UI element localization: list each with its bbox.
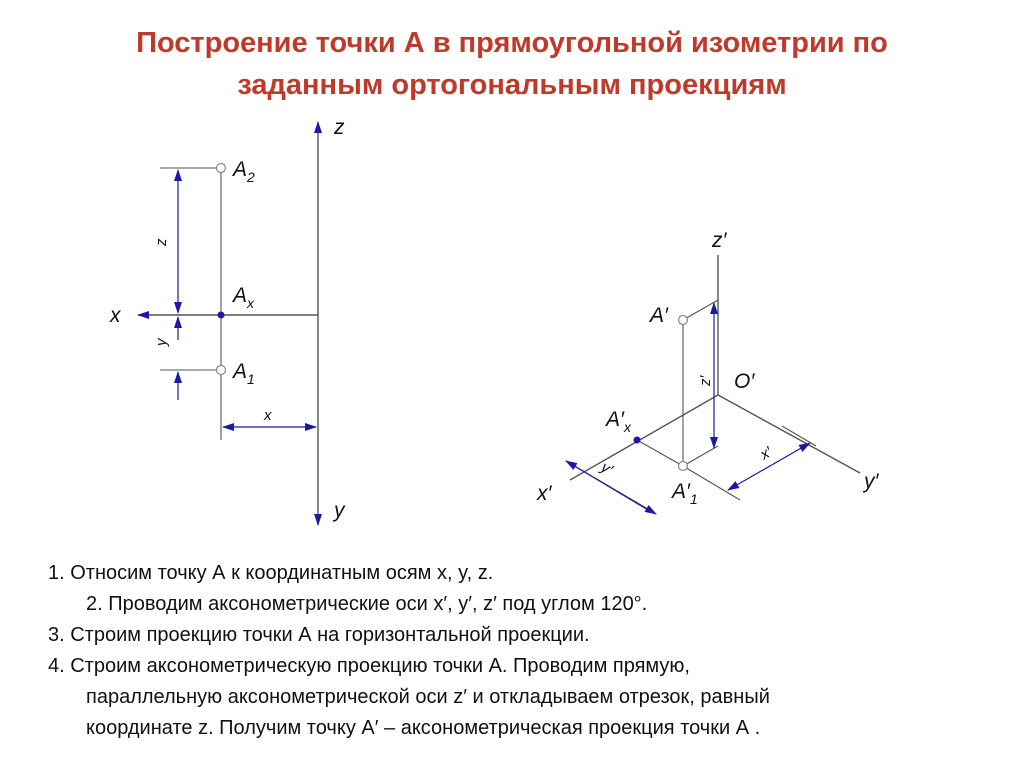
right-y-axis: [718, 395, 860, 473]
right-dim-y-label: y′: [598, 458, 616, 479]
right-axis-x-label: x′: [537, 482, 552, 505]
left-axis-x-label: x: [110, 304, 121, 327]
right-point-ax: [634, 437, 641, 444]
right-axis-z-label: z′: [712, 229, 727, 252]
left-point-a1: [217, 366, 226, 375]
right-point-a-label: A′: [650, 304, 668, 327]
left-point-a2: [217, 164, 226, 173]
step-3: 3. Строим проекцию точки А на горизонтальной проекции.: [48, 624, 590, 646]
left-axis-z-label: z: [334, 116, 345, 139]
right-point-a1: [679, 462, 688, 471]
steps-list: [48, 558, 988, 744]
right-isometric-diagram: [536, 229, 880, 514]
right-axis-y-label: y′: [864, 470, 879, 493]
step-4-conclusion: координате z. Получим точку А′ – аксонометрическая проекция точки А .: [86, 717, 761, 739]
right-a-top-extension: [683, 300, 718, 320]
right-point-a1-label: $A'_1$: [672, 480, 698, 507]
left-dim-x-label: x: [264, 407, 272, 424]
left-point-ax-label: $A_x$: [233, 284, 255, 311]
right-ax-to-a1-line: [637, 440, 683, 466]
left-axis-y-label: y: [334, 499, 345, 522]
right-dim-x-label: x′: [757, 443, 775, 464]
title-line-2: заданным ортогональным проекциям: [237, 69, 787, 101]
step-4-continued: параллельную аксонометрической оси z′ и откладываем отрезок, равный: [86, 686, 770, 708]
right-dim-x-ext-2: [782, 426, 816, 446]
left-point-ax: [218, 312, 225, 319]
step-1: 1. Относим точку А к координатным осям x, y, z.: [48, 562, 494, 584]
left-point-a2-label: $A_2$: [233, 158, 255, 185]
right-point-ax-label: $A'_x$: [606, 408, 631, 435]
title-line-1: Построение точки А в прямоугольной изометрии по: [136, 27, 888, 59]
right-x-axis: [570, 395, 718, 480]
left-point-a1-label: $A_1$: [233, 360, 255, 387]
step-2: 2. Проводим аксонометрические оси x′, y′, z′ под углом 120°.: [86, 593, 648, 615]
right-dim-y-ext-2: [603, 439, 637, 440]
left-dim-y-label: y: [153, 338, 170, 346]
right-a1-to-yaxis-line: [683, 446, 718, 466]
right-dim-z-label: z′: [697, 375, 714, 386]
right-origin-label: O′: [734, 370, 755, 393]
step-4: 4. Строим аксонометрическую проекцию точки А. Проводим прямую,: [48, 655, 690, 677]
right-point-a: [679, 316, 688, 325]
left-orthogonal-diagram: [109, 116, 346, 525]
left-dim-z-label: z: [153, 238, 170, 246]
